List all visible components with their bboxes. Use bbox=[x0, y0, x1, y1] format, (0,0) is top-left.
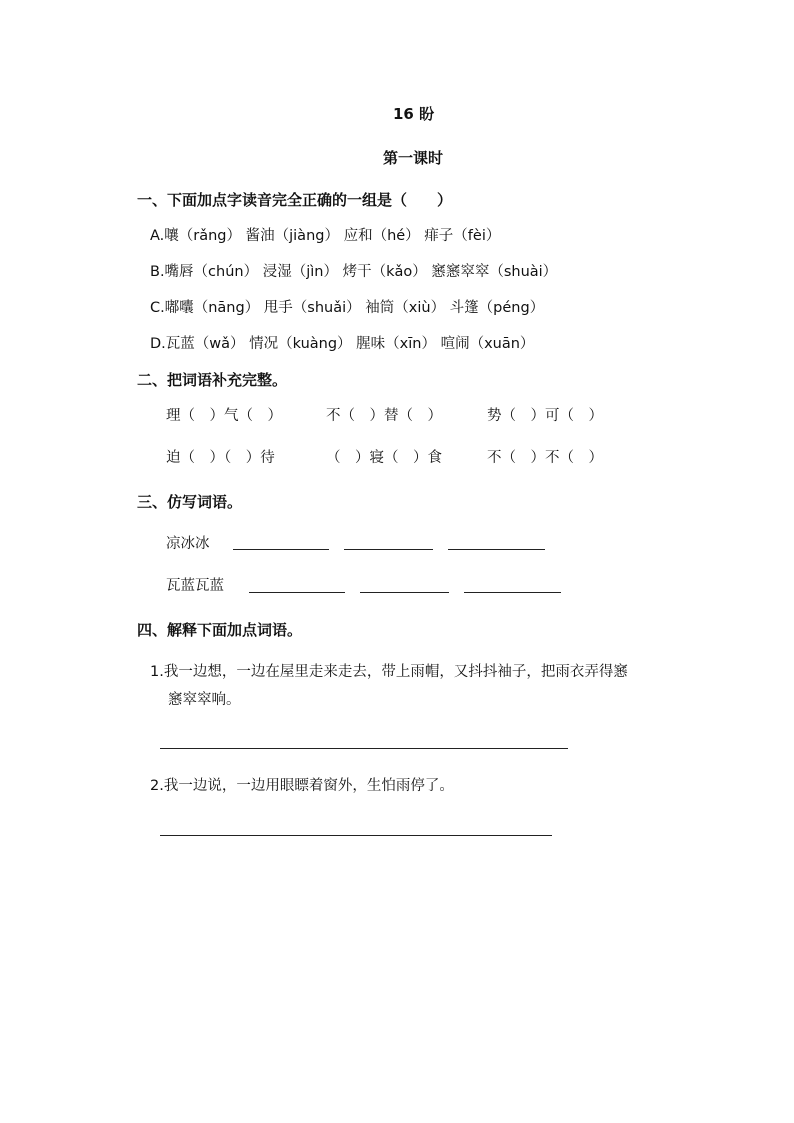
q2-idiom-6: 不（ ）不（ ） bbox=[487, 450, 603, 466]
q3-answer-line[interactable] bbox=[448, 549, 545, 550]
q3-answer-line[interactable] bbox=[360, 592, 449, 593]
q3-answer-line[interactable] bbox=[344, 549, 433, 550]
q1-option-a: A.嚷（rǎng） 酱油（jiàng） 应和（hé） 痱子（fèi） bbox=[150, 228, 501, 244]
q3-answer-line[interactable] bbox=[233, 549, 329, 550]
q3-answer-line[interactable] bbox=[249, 592, 345, 593]
q2-idiom-1: 理（ ）气（ ） bbox=[166, 408, 282, 424]
page-title: 16 盼 bbox=[393, 105, 435, 123]
q2-idiom-3: 势（ ）可（ ） bbox=[487, 408, 603, 424]
q4-item-1-line-2: 窸窣窣响。 bbox=[168, 692, 241, 708]
q3-example-word-2: 瓦蓝瓦蓝 bbox=[166, 578, 224, 594]
q1-option-b: B.嘴唇（chún） 浸湿（jìn） 烤干（kǎo） 窸窸窣窣（shuài） bbox=[150, 264, 558, 280]
q4-heading: 四、解释下面加点词语。 bbox=[137, 621, 303, 639]
q4-answer-line-2[interactable] bbox=[160, 835, 552, 836]
q2-idiom-2: 不（ ）替（ ） bbox=[326, 408, 442, 424]
q2-idiom-4: 迫（ ）（ ）待 bbox=[166, 450, 275, 466]
q2-idiom-5: （ ）寝（ ）食 bbox=[326, 450, 442, 466]
page-subtitle: 第一课时 bbox=[383, 149, 444, 167]
q2-heading: 二、把词语补充完整。 bbox=[137, 371, 288, 389]
q3-example-word-1: 凉冰冰 bbox=[166, 536, 210, 552]
q1-heading: 一、下面加点字读音完全正确的一组是（ ） bbox=[137, 191, 453, 209]
q1-option-c: C.嘟囔（nāng） 甩手（shuǎi） 袖筒（xiù） 斗篷（péng） bbox=[150, 300, 545, 316]
q3-heading: 三、仿写词语。 bbox=[137, 493, 243, 511]
q4-answer-line-1[interactable] bbox=[160, 748, 568, 749]
q4-item-1-line-1: 1.我一边想，一边在屋里走来走去，带上雨帽，又抖抖袖子，把雨衣弄得窸 bbox=[150, 664, 628, 680]
q1-option-d: D.瓦蓝（wǎ） 情况（kuàng） 腥味（xīn） 喧闹（xuān） bbox=[150, 336, 535, 352]
q3-answer-line[interactable] bbox=[464, 592, 561, 593]
q4-item-2: 2.我一边说，一边用眼瞟着窗外，生怕雨停了。 bbox=[150, 778, 454, 794]
